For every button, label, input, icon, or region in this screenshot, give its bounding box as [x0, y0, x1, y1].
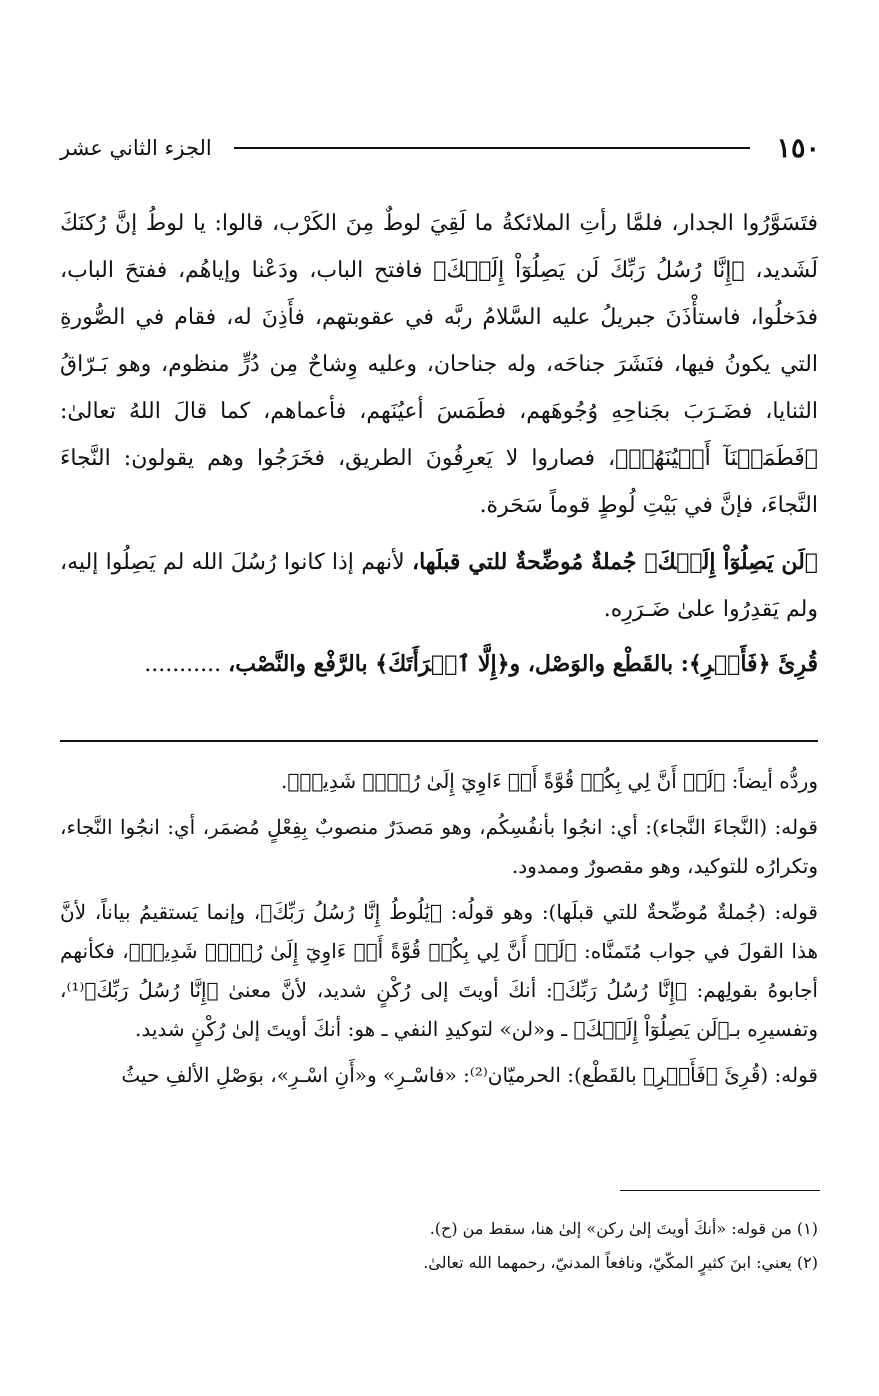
main-text [60, 200, 818, 696]
explanation-lead: ﴿لَن يَصِلُوٓاْ إِلَيۡكَ﴾ جُملةٌ مُوضِّحةٌ للتي قبلَها، [412, 549, 818, 575]
readings-text: قُرِئَ ﴿فَأَسۡرِ﴾: بالقَطْع والوَصْل، و﴿إِلَّا ٱمۡرَأَتَكَ﴾ بالرَّفْع والنَّصْب، [228, 651, 818, 677]
main-separator-rule [60, 740, 818, 742]
footnote-1: (١) من قوله: «أنكَ أويتَ إلىٰ ركن» إلىٰ هنا، سقط من (ح). [429, 1219, 818, 1238]
readings-line [60, 641, 818, 688]
footnotes [60, 1212, 818, 1280]
running-header [60, 128, 820, 168]
commentary-paragraph: قوله: (قُرِئَ ﴿فَأَسۡرِ﴾ بالقَطْع): الحرميّان⁽²⁾: «فاسْـرِ» و«أَنِ اسْـرِ»، بوَصْلِ الألفِ حيثُ [121, 1063, 818, 1087]
commentary-paragraph: قوله: (جُملةٌ مُوضِّحةٌ للتي قبلَها): وهو قولُه: ﴿يَٰلُوطُ إِنَّا رُسُلُ رَبِّكَ﴾، وإنما يَستقيمُ بياناً، لأنَّ هذا القولَ في جواب مُتَمنَّاه: ﴿لَوۡ أَنَّ لِي بِكُمۡ قُوَّةً أَوۡ ءَاوِيٓ إِلَىٰ رُكۡنٖ شَدِيدٖ﴾، فكأنهم أجابوهُ بقولِهم: ﴿إِنَّا رُسُلُ رَبِّكَ﴾: أنكَ أويتَ إلى رُكْنٍ شديد، لأنَّ معنىٰ ﴿إِنَّا رُسُلُ رَبِّكَ﴾⁽¹⁾، وتفسيرِه بـ﴿لَن يَصِلُوٓاْ إِلَيۡكَ﴾ ـ و«لن» لتوكيدِ النفي ـ هو: أنكَ أويتَ إلىٰ رُكْنٍ شديد. [60, 900, 818, 1041]
main-paragraph-explanation [60, 539, 818, 633]
footnote-2: (٢) يعني: ابنَ كثيرٍ المكّيّ، ونافعاً المدنيّ، رحمهما الله تعالىٰ. [423, 1253, 818, 1272]
footnote-separator-rule [620, 1190, 820, 1191]
commentary-paragraph: وردُّه أيضاً: ﴿لَوۡ أَنَّ لِي بِكُمۡ قُوَّةً أَوۡ ءَاوِيٓ إِلَىٰ رُكۡنٖ شَدِيدٖ﴾. [280, 769, 818, 793]
commentary-section [60, 762, 818, 1102]
main-paragraph-story: فتَسَوَّرُوا الجدار، فلمَّا رأتِ الملائكةُ ما لَقِيَ لوطٌ مِنَ الكَرْب، قالوا: يا لوطُ إنَّ رُكنَكَ لَشَديد، ﴿إِنَّا رُسُلُ رَبِّكَ لَن يَصِلُوٓاْ إِلَيۡكَ﴾ فافتح الباب، ودَعْنا وإياهُم، ففتحَ الباب، فدَخلُوا، فاستأْذَنَ جبريلُ عليه السَّلامُ ربَّه في عقوبتهم، فأَذِنَ له، فقام في الصُّورةِ التي يكونُ فيها، فنَشَرَ جناحَه، وله جناحان، وعليه وِشاحٌ مِن دُرٍّ منظوم، وهو بَـرّاقُ الثنايا، فضَـرَبَ بجَناحِهِ وُجُوهَهم، فطَمَسَ أعيُنَهم، فأعماهم، كما قالَ اللهُ تعالىٰ: ﴿فَطَمَسۡنَآ أَعۡيُنَهُمۡ﴾، فصاروا لا يَعرِفُونَ الطريق، فخَرَجُوا وهم يقولون: النَّجاءَ النَّجاءَ، فإنَّ في بَيْتِ لُوطٍ قوماً سَحَرة. [60, 211, 818, 518]
explanation-rest: لأنهم إذا كانوا رُسُلَ الله لم يَصِلُوا إليه، ولم يَقدِرُوا علىٰ ضَـرَرِه. [60, 550, 818, 622]
commentary-paragraph: قوله: (النَّجاءَ النَّجاء): أي: انجُوا بأنفُسِكُم، وهو مَصدَرٌ منصوبٌ بِفِعْلٍ مُضمَر، أي: انجُوا النَّجاء، وتكرارُه للتوكيد، وهو مقصورٌ وممدود. [60, 815, 818, 878]
part-title: الجزء الثاني عشر [60, 136, 212, 160]
readings-dots: ........... [144, 652, 222, 677]
header-rule [234, 147, 751, 149]
page-number: ١٥٠ [776, 132, 820, 164]
